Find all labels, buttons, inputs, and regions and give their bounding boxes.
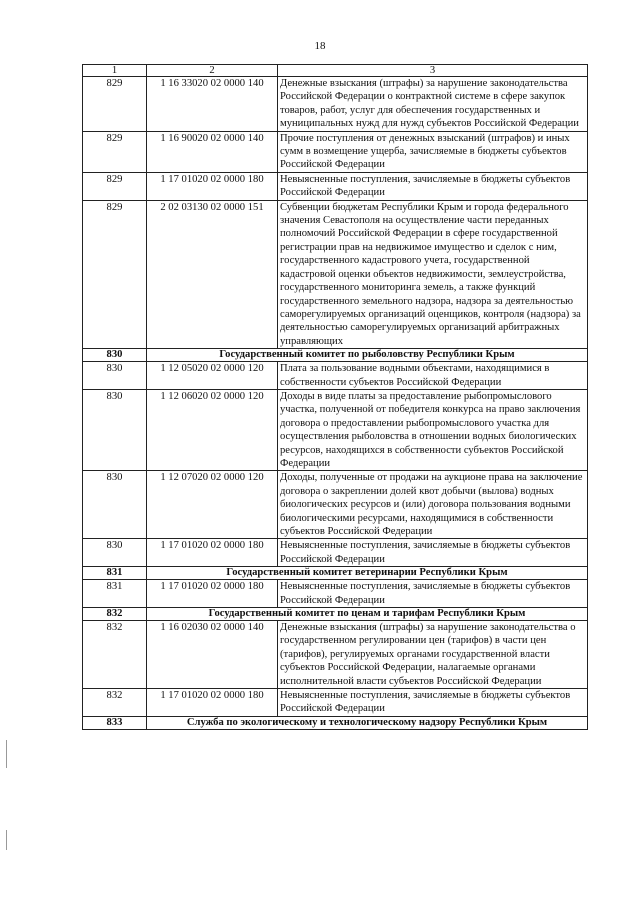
budget-code: 1 16 02030 02 0000 140 <box>147 621 278 689</box>
section-admin-code: 830 <box>83 349 147 362</box>
budget-code: 1 17 01020 02 0000 180 <box>147 539 278 567</box>
section-row <box>83 349 588 362</box>
table-row <box>83 77 588 132</box>
budget-code: 1 17 01020 02 0000 180 <box>147 172 278 200</box>
revenue-codes-table <box>82 64 588 730</box>
revenue-name: Доходы, полученные от продажи на аукционе права на заключение договора о закреплении долей квот добычи (вылова) водных биологических ресурсов и (или) договора пользования водными биологическими ресурсами, находящимися в собственности субъектов Российской Федерации <box>278 471 588 539</box>
section-row <box>83 567 588 580</box>
revenue-name: Денежные взыскания (штрафы) за нарушение законодательства Российской Федерации о контрактной системе в сфере закупок товаров, работ, услуг для обеспечения государственных и муниципальных нужд для нужд субъектов Российской Федерации <box>278 77 588 132</box>
admin-code: 830 <box>83 471 147 539</box>
revenue-name: Прочие поступления от денежных взысканий (штрафов) и иных сумм в возмещение ущерба, зачисляемые в бюджеты субъектов Российской Федерации <box>278 131 588 172</box>
admin-code: 829 <box>83 200 147 348</box>
admin-code: 829 <box>83 172 147 200</box>
revenue-name: Доходы в виде платы за предоставление рыбопромыслового участка, полученной от победителя конкурса на право заключения договора о предоставлении рыбопромыслового участка для осуществления рыболовства в отношении водных биологических ресурсов, находящихся в собственности субъектов Российской Федерации <box>278 389 588 470</box>
table-row <box>83 362 588 390</box>
revenue-name: Субвенции бюджетам Республики Крым и города федерального значения Севастополя на осуществление части переданных полномочий Российской Федерации в сфере государственной регистрации прав на недвижимое имущество и сделок с ним, государственного кадастрового учета, государственной кадастровой оценки объектов недвижимости, землеустройства, государственного мониторинга земель, а также функций государственного земельного надзора, надзора за деятельностью саморегулируемых организаций оценщиков, контроля (надзора) за деятельностью саморегулируемых организаций арбитражных управляющих <box>278 200 588 348</box>
table-row <box>83 131 588 172</box>
section-row <box>83 608 588 621</box>
revenue-name: Плата за пользование водными объектами, находящимися в собственности субъектов Российской Федерации <box>278 362 588 390</box>
table-row <box>83 580 588 608</box>
admin-code: 832 <box>83 689 147 717</box>
admin-code: 829 <box>83 131 147 172</box>
budget-code: 1 17 01020 02 0000 180 <box>147 689 278 717</box>
section-title: Государственный комитет по ценам и тарифам Республики Крым <box>147 608 588 621</box>
admin-code: 830 <box>83 362 147 390</box>
budget-code: 1 17 01020 02 0000 180 <box>147 580 278 608</box>
admin-code: 830 <box>83 539 147 567</box>
header-budget-code: 2 <box>147 65 278 77</box>
budget-code: 1 16 33020 02 0000 140 <box>147 77 278 132</box>
table-row <box>83 471 588 539</box>
section-title: Государственный комитет ветеринарии Республики Крым <box>147 567 588 580</box>
page-number: 18 <box>314 40 326 52</box>
section-admin-code: 832 <box>83 608 147 621</box>
admin-code: 831 <box>83 580 147 608</box>
header-row <box>83 65 588 77</box>
section-admin-code: 831 <box>83 567 147 580</box>
section-title: Государственный комитет по рыболовству Республики Крым <box>147 349 588 362</box>
section-title: Служба по экологическому и технологическому надзору Республики Крым <box>147 716 588 729</box>
table-row <box>83 621 588 689</box>
revenue-name: Невыясненные поступления, зачисляемые в бюджеты субъектов Российской Федерации <box>278 172 588 200</box>
table-row <box>83 200 588 348</box>
admin-code: 829 <box>83 77 147 132</box>
header-admin-code: 1 <box>83 65 147 77</box>
section-admin-code: 833 <box>83 716 147 729</box>
budget-code: 1 12 05020 02 0000 120 <box>147 362 278 390</box>
revenue-name: Невыясненные поступления, зачисляемые в бюджеты субъектов Российской Федерации <box>278 689 588 717</box>
scan-margin-mark <box>6 740 7 768</box>
admin-code: 832 <box>83 621 147 689</box>
revenue-name: Невыясненные поступления, зачисляемые в бюджеты субъектов Российской Федерации <box>278 539 588 567</box>
budget-code: 2 02 03130 02 0000 151 <box>147 200 278 348</box>
table-row <box>83 689 588 717</box>
budget-code: 1 12 06020 02 0000 120 <box>147 389 278 470</box>
table-row <box>83 389 588 470</box>
admin-code: 830 <box>83 389 147 470</box>
revenue-name: Невыясненные поступления, зачисляемые в бюджеты субъектов Российской Федерации <box>278 580 588 608</box>
header-revenue-name: 3 <box>278 65 588 77</box>
table-row <box>83 172 588 200</box>
revenue-name: Денежные взыскания (штрафы) за нарушение законодательства о государственном регулировании цен (тарифов) в части цен (тарифов), регулируемых органами государственной власти субъектов Российской Федерации, налагаемые органами исполнительной власти субъектов Российской Федерации <box>278 621 588 689</box>
budget-code: 1 16 90020 02 0000 140 <box>147 131 278 172</box>
table-row <box>83 539 588 567</box>
section-row <box>83 716 588 729</box>
scan-margin-mark <box>6 830 7 850</box>
budget-code: 1 12 07020 02 0000 120 <box>147 471 278 539</box>
